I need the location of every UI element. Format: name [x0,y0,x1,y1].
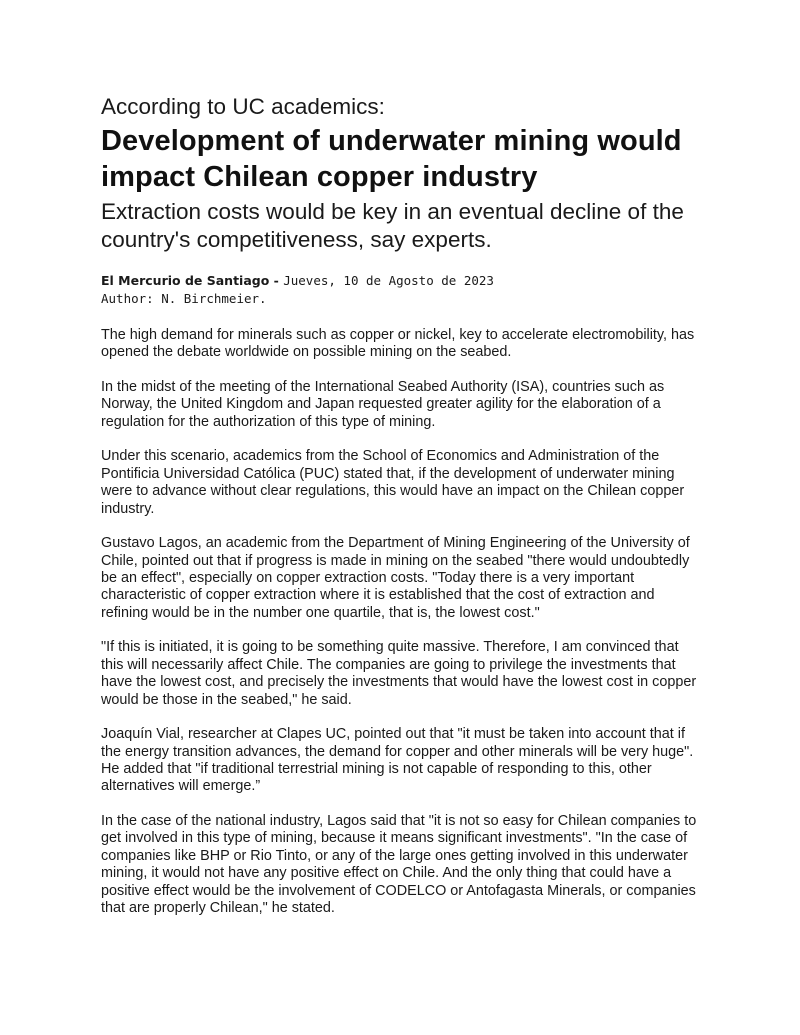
byline-separator: - [269,273,284,288]
article-source: El Mercurio de Santiago [101,273,270,288]
article-paragraph-2: In the midst of the meeting of the International Seabed Authority (ISA), countries such as Norway, the United Kingdom and Japan requested greater agility for the elaboration of a regulation for the authorization of this type of mining. [101,379,665,430]
article-paragraph-3: Under this scenario, academics from the School of Economics and Administration of the Pontificia Universidad Católica (PUC) stated that, if the development of underwater mining were to advance without clear regulations, this would have an impact on the Chilean copper industry. [101,448,685,517]
article-paragraph-1: The high demand for minerals such as copper or nickel, key to accelerate electromobility, has opened the debate worldwide on possible mining on the seabed. [101,327,695,361]
article-body [101,327,701,918]
article-paragraph-6: Joaquín Vial, researcher at Clapes UC, pointed out that "it must be taken into account that if the energy transition advances, the demand for copper and other minerals will be very huge". He added that "if traditional terrestrial mining is not capable of responding to this, other alternatives will emerge.” [101,726,694,795]
article-byline [101,272,701,308]
article-paragraph-5: "If this is initiated, it is going to be something quite massive. Therefore, I am convinced that this will necessarily affect Chile. The companies are going to privilege the investments that have the lowest cost, and precisely the investments that would have the lowest cost in copper would be those in the seabed," he said. [101,639,697,708]
article-headline: Development of underwater mining would impact Chilean copper industry [101,125,682,193]
article-paragraph-7: In the case of the national industry, Lagos said that "it is not so easy for Chilean companies to get involved in this type of mining, because it means significant investments". "In the case of companies like BHP or Rio Tinto, or any of the large ones getting involved in this underwater mining, it would not have any positive effect on Chile. And the only thing that could have a positive effect would be the involvement of CODELCO or Antofagasta Minerals, or companies that are properly Chilean," he stated. [101,813,697,917]
article-paragraph-4: Gustavo Lagos, an academic from the Department of Mining Engineering of the University of Chile, pointed out that if progress is made in mining on the seabed "there would undoubtedly be an effect", especially on copper extraction costs. "Today there is a very important characteristic of copper extraction where it is established that the cost of extraction and refining would be in the number one quartile, that is, the lowest cost." [101,535,690,621]
article-subheadline: Extraction costs would be key in an eventual decline of the country's competitiveness, say experts. [101,199,684,252]
article-author: Author: N. Birchmeier. [101,291,267,306]
article-page [101,94,701,918]
article-date: Jueves, 10 de Agosto de 2023 [283,273,494,288]
article-kicker: According to UC academics: [101,94,385,119]
